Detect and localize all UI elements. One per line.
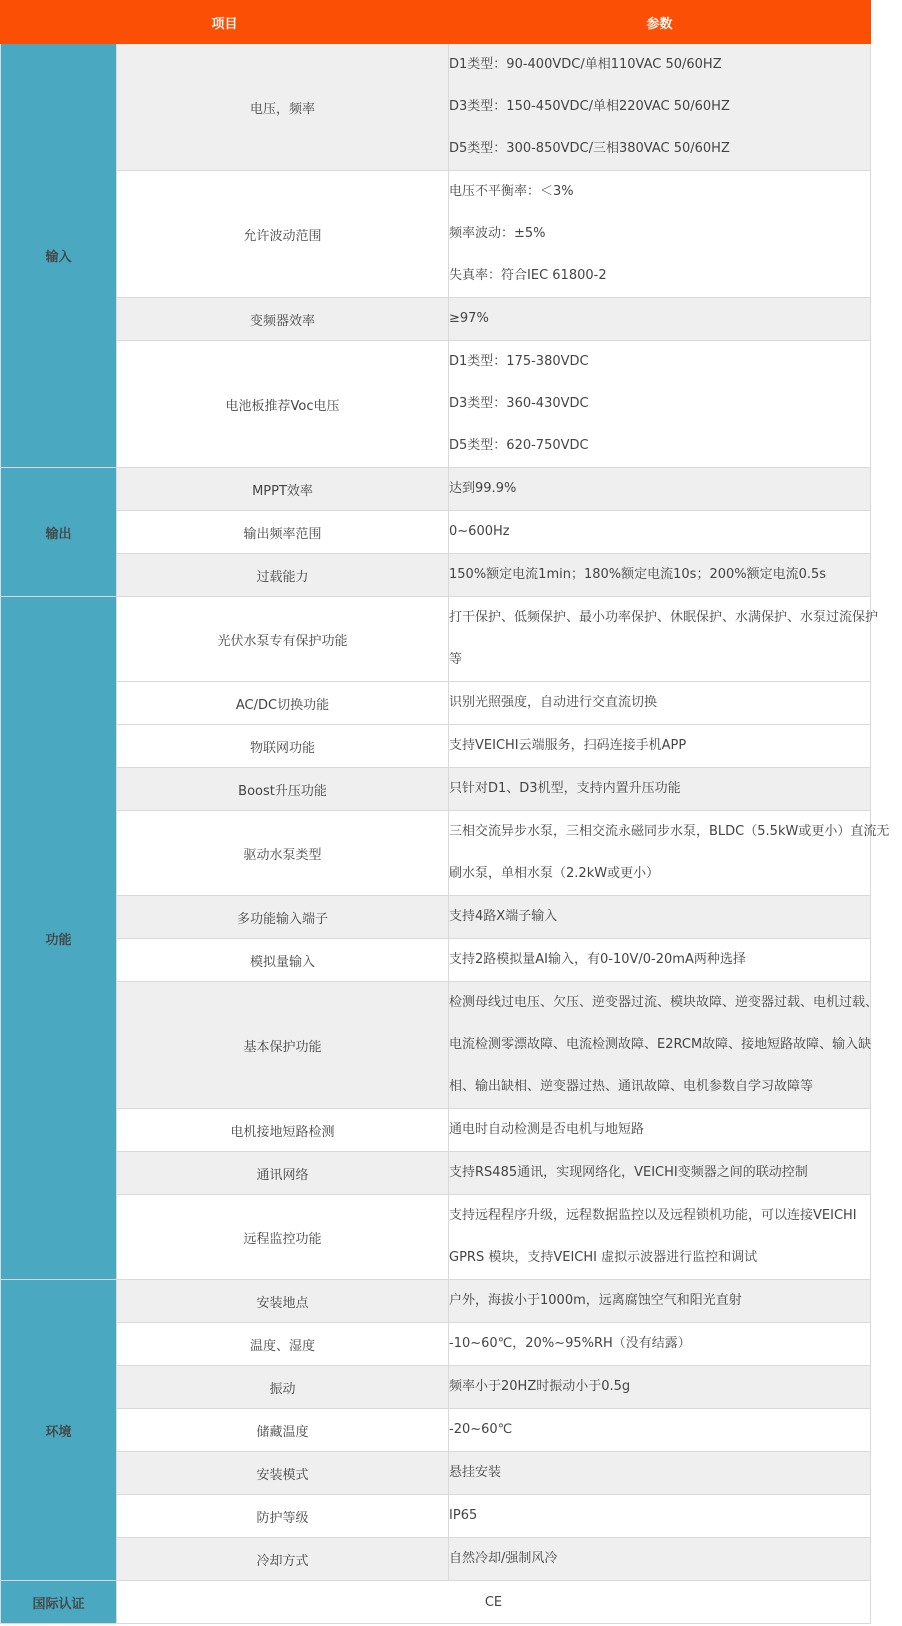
value-line: 相、输出缺相、逆变器过热、通讯故障、电机参数自学习故障等 — [449, 1079, 814, 1094]
value-line: 达到99.9% — [449, 481, 517, 496]
row-item: 驱动水泵类型 — [117, 811, 449, 896]
value-line: D1类型：90-400VDC/单相110VAC 50/60HZ — [449, 57, 722, 72]
row-item: 振动 — [117, 1366, 449, 1409]
value-line: 只针对D1、D3机型，支持内置升压功能 — [449, 781, 681, 796]
row-item: 基本保护功能 — [117, 982, 449, 1109]
table-row — [1, 1495, 871, 1538]
row-value — [449, 768, 871, 811]
table-row — [1, 1581, 871, 1624]
row-value — [449, 1409, 871, 1452]
table-row — [1, 511, 871, 554]
row-item: AC/DC切换功能 — [117, 682, 449, 725]
value-line: D1类型：175-380VDC — [449, 354, 589, 369]
row-item: 物联网功能 — [117, 725, 449, 768]
row-value — [449, 554, 871, 597]
value-line: 自然冷却/强制风冷 — [449, 1551, 558, 1566]
row-item: 变频器效率 — [117, 298, 449, 341]
row-item: 温度、湿度 — [117, 1323, 449, 1366]
row-item: 防护等级 — [117, 1495, 449, 1538]
row-value — [449, 1366, 871, 1409]
table-row — [1, 171, 871, 298]
table-row — [1, 1366, 871, 1409]
value-line: GPRS 模块，支持VEICHI 虚拟示波器进行监控和调试 — [449, 1250, 758, 1265]
table-row — [1, 1195, 871, 1280]
value-line: 检测母线过电压、欠压、逆变器过流、模块故障、逆变器过载、电机过载、 — [449, 995, 879, 1010]
value-line: 支持VEICHI云端服务，扫码连接手机APP — [449, 738, 687, 753]
row-value — [449, 1152, 871, 1195]
value-line: 支持RS485通讯，实现网络化，VEICHI变频器之间的联动控制 — [449, 1165, 808, 1180]
value-line: 频率波动：±5% — [449, 226, 546, 241]
row-item: 输出频率范围 — [117, 511, 449, 554]
category-certification: 国际认证 — [1, 1581, 117, 1624]
row-value — [449, 1109, 871, 1152]
table-row — [1, 725, 871, 768]
table-row — [1, 44, 871, 171]
row-value — [449, 1280, 871, 1323]
row-item: 过载能力 — [117, 554, 449, 597]
value-line: 通电时自动检测是否电机与地短路 — [449, 1122, 645, 1137]
table-row — [1, 341, 871, 468]
row-value — [449, 171, 871, 298]
row-item: 电压，频率 — [117, 44, 449, 171]
row-item: Boost升压功能 — [117, 768, 449, 811]
header-item: 项目 — [1, 1, 449, 44]
value-line: 支持4路X端子输入 — [449, 909, 558, 924]
value-line: -20~60℃ — [449, 1422, 513, 1437]
table-row — [1, 597, 871, 682]
value-line: D3类型：150-450VDC/单相220VAC 50/60HZ — [449, 99, 730, 114]
row-item: 光伏水泵专有保护功能 — [117, 597, 449, 682]
value-line: 支持远程程序升级，远程数据监控以及远程锁机功能，可以连接VEICHI — [449, 1208, 857, 1223]
value-line: 失真率：符合IEC 61800-2 — [449, 268, 607, 283]
value-line: D3类型：360-430VDC — [449, 396, 589, 411]
row-value — [449, 468, 871, 511]
row-value — [449, 939, 871, 982]
row-value — [449, 982, 879, 1109]
row-value — [449, 597, 879, 682]
row-item: 远程监控功能 — [117, 1195, 449, 1280]
table-row — [1, 682, 871, 725]
value-line: IP65 — [449, 1508, 478, 1523]
table-row — [1, 1538, 871, 1581]
category-function: 功能 — [1, 597, 117, 1280]
value-line: 150%额定电流1min；180%额定电流10s；200%额定电流0.5s — [449, 567, 827, 582]
header-param: 参数 — [449, 1, 871, 44]
row-value — [449, 341, 871, 468]
value-line: D5类型：300-850VDC/三相380VAC 50/60HZ — [449, 141, 730, 156]
row-item: 多功能输入端子 — [117, 896, 449, 939]
value-line: 打干保护、低频保护、最小功率保护、休眠保护、水满保护、水泵过流保护 — [449, 610, 879, 625]
table-row — [1, 1452, 871, 1495]
table-row — [1, 939, 871, 982]
value-line: 支持2路模拟量AI输入，有0-10V/0-20mA两种选择 — [449, 952, 746, 967]
value-line: ≥97% — [449, 311, 489, 326]
row-item: 安装地点 — [117, 1280, 449, 1323]
table-row — [1, 1152, 871, 1195]
value-line: 电压不平衡率：＜3% — [449, 184, 574, 199]
table-row — [1, 1409, 871, 1452]
value-line: 等 — [449, 652, 463, 667]
row-value — [449, 725, 871, 768]
row-item: MPPT效率 — [117, 468, 449, 511]
row-value — [449, 1452, 871, 1495]
row-item: 储藏温度 — [117, 1409, 449, 1452]
value-line: 悬挂安装 — [449, 1465, 502, 1480]
value-line: -10~60℃，20%~95%RH（没有结露） — [449, 1336, 691, 1351]
row-item: 允许波动范围 — [117, 171, 449, 298]
value-line: 电流检测零漂故障、电流检测故障、E2RCM故障、接地短路故障、输入缺 — [449, 1037, 872, 1052]
table-row — [1, 896, 871, 939]
value-line: D5类型：620-750VDC — [449, 438, 589, 453]
row-item: 通讯网络 — [117, 1152, 449, 1195]
row-item: 电池板推荐Voc电压 — [117, 341, 449, 468]
certification-value: CE — [117, 1581, 871, 1624]
row-item: 模拟量输入 — [117, 939, 449, 982]
row-value — [449, 44, 871, 171]
row-item: 冷却方式 — [117, 1538, 449, 1581]
row-value — [449, 1495, 871, 1538]
category-output: 输出 — [1, 468, 117, 597]
category-environment: 环境 — [1, 1280, 117, 1581]
row-value — [449, 298, 871, 341]
row-value — [449, 896, 871, 939]
table-row — [1, 468, 871, 511]
row-value — [449, 1538, 871, 1581]
table-row — [1, 768, 871, 811]
value-line: 三相交流异步水泵，三相交流永磁同步水泵，BLDC（5.5kW或更小）直流无 — [449, 824, 890, 839]
row-value — [449, 1195, 871, 1280]
value-line: 识别光照强度，自动进行交直流切换 — [449, 695, 658, 710]
table-header-row — [1, 1, 871, 44]
row-value — [449, 511, 871, 554]
value-line: 户外，海拔小于1000m，远离腐蚀空气和阳光直射 — [449, 1293, 742, 1308]
row-value — [449, 1323, 871, 1366]
row-item: 安装模式 — [117, 1452, 449, 1495]
table-row — [1, 1280, 871, 1323]
table-row — [1, 554, 871, 597]
value-line: 频率小于20HZ时振动小于0.5g — [449, 1379, 631, 1394]
table-row — [1, 811, 871, 896]
table-row — [1, 982, 871, 1109]
category-input: 输入 — [1, 44, 117, 468]
row-value — [449, 811, 890, 896]
table-row — [1, 1323, 871, 1366]
value-line: 刷水泵，单相水泵（2.2kW或更小） — [449, 866, 660, 881]
value-line: 0~600Hz — [449, 524, 510, 539]
row-item: 电机接地短路检测 — [117, 1109, 449, 1152]
row-value — [449, 682, 871, 725]
table-row — [1, 298, 871, 341]
table-row — [1, 1109, 871, 1152]
